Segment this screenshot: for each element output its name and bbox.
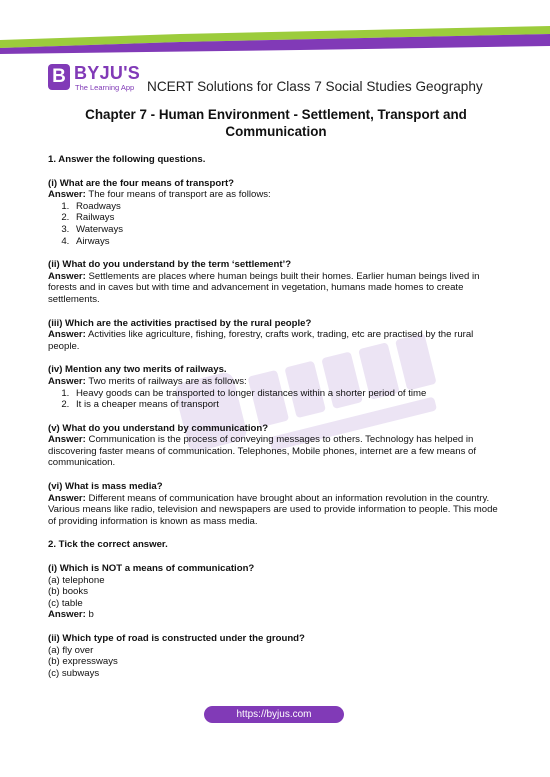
answer-text (48, 329, 504, 352)
list-item: 1. Roadways (72, 201, 504, 213)
byjus-logo (48, 64, 144, 94)
question-block (48, 259, 504, 305)
answer-label: Answer: (48, 492, 86, 504)
page-content (48, 106, 504, 691)
question-block (48, 318, 504, 353)
question-text: (vi) What is mass media? (48, 481, 163, 493)
answer-body: The four means of transport are as follows: (88, 189, 271, 201)
chapter-title: Chapter 7 - Human Environment - Settlement, Transport and Communication (85, 107, 467, 139)
question-text: (ii) What do you understand by the term ‘settlement’? (48, 259, 292, 271)
answer-body: Different means of communication have brought about an information revolution in the country. Various means like radio, television and newspapers are used to provide information to people. This mode of providing information is known as mass media. (48, 492, 498, 527)
option-text: (a) fly over (48, 644, 94, 656)
answer-text (48, 189, 504, 201)
answer-list (48, 388, 504, 411)
answer-body: Communication is the process of conveying messages to others. Technology has helped in discovering faster means of communication. Telephones, Mobile phones, internet are a few means of communication. (48, 434, 477, 469)
question-block (48, 178, 504, 248)
option-text: (c) subways (48, 667, 100, 679)
answer-label: Answer: (48, 329, 86, 341)
answer-text (48, 434, 504, 469)
logo-badge: B (48, 64, 70, 90)
list-item: 1. Heavy goods can be transported to longer distances within a shorter period of time (72, 388, 504, 400)
header-decorative-band (0, 0, 550, 55)
answer-body: Settlements are places where human beings built their homes. Earlier human beings lived in forests and in caves but with time and advancement in vegetation, humans made homes to create settlements. (48, 270, 480, 305)
logo-tagline: The Learning App (75, 83, 135, 92)
question-text: (ii) Which type of road is constructed under the ground? (48, 633, 305, 644)
option-text: (b) expressways (48, 656, 118, 668)
question-block (48, 364, 504, 410)
answer-text (48, 271, 504, 306)
answer-label: Answer: (48, 189, 86, 201)
question-block (48, 423, 504, 469)
answer-label: Answer: (48, 609, 86, 621)
question-text: (iii) Which are the activities practised by the rural people? (48, 317, 312, 329)
answer-label: Answer: (48, 270, 86, 282)
question-text: (iv) Mention any two merits of railways. (48, 364, 227, 376)
question-text: (v) What do you understand by communication? (48, 422, 269, 434)
logo-wordmark: BYJU'S (74, 63, 141, 83)
answer-text (48, 376, 504, 388)
option-text: (c) table (48, 597, 83, 609)
list-item: 2. Railways (72, 212, 504, 224)
question-text: (i) What are the four means of transport? (48, 177, 235, 189)
section-1-heading: 1. Answer the following questions. (48, 154, 206, 165)
answer-label: Answer: (48, 375, 86, 387)
footer-url-link[interactable]: https://byjus.com (204, 706, 344, 723)
option-text: (a) telephone (48, 574, 105, 586)
answer-body: Activities like agriculture, fishing, forestry, crafts work, trading, etc are practised by the rural people. (48, 329, 474, 352)
list-item: 2. It is a cheaper means of transport (72, 399, 504, 411)
answer-body: Two merits of railways are as follows: (88, 375, 247, 387)
question-block (48, 633, 504, 679)
option-text: (b) books (48, 586, 88, 598)
section-2-heading: 2. Tick the correct answer. (48, 539, 168, 551)
answer-body: b (88, 609, 94, 621)
question-block (48, 563, 504, 621)
question-text: (i) Which is NOT a means of communication? (48, 563, 255, 575)
answer-list (48, 201, 504, 247)
answer-text (48, 609, 504, 621)
answer-text (48, 493, 504, 528)
answer-label: Answer: (48, 434, 86, 446)
list-item: 3. Waterways (72, 224, 504, 236)
header-title: NCERT Solutions for Class 7 Social Studies Geography (147, 79, 483, 94)
question-block (48, 481, 504, 527)
list-item: 4. Airways (72, 236, 504, 248)
